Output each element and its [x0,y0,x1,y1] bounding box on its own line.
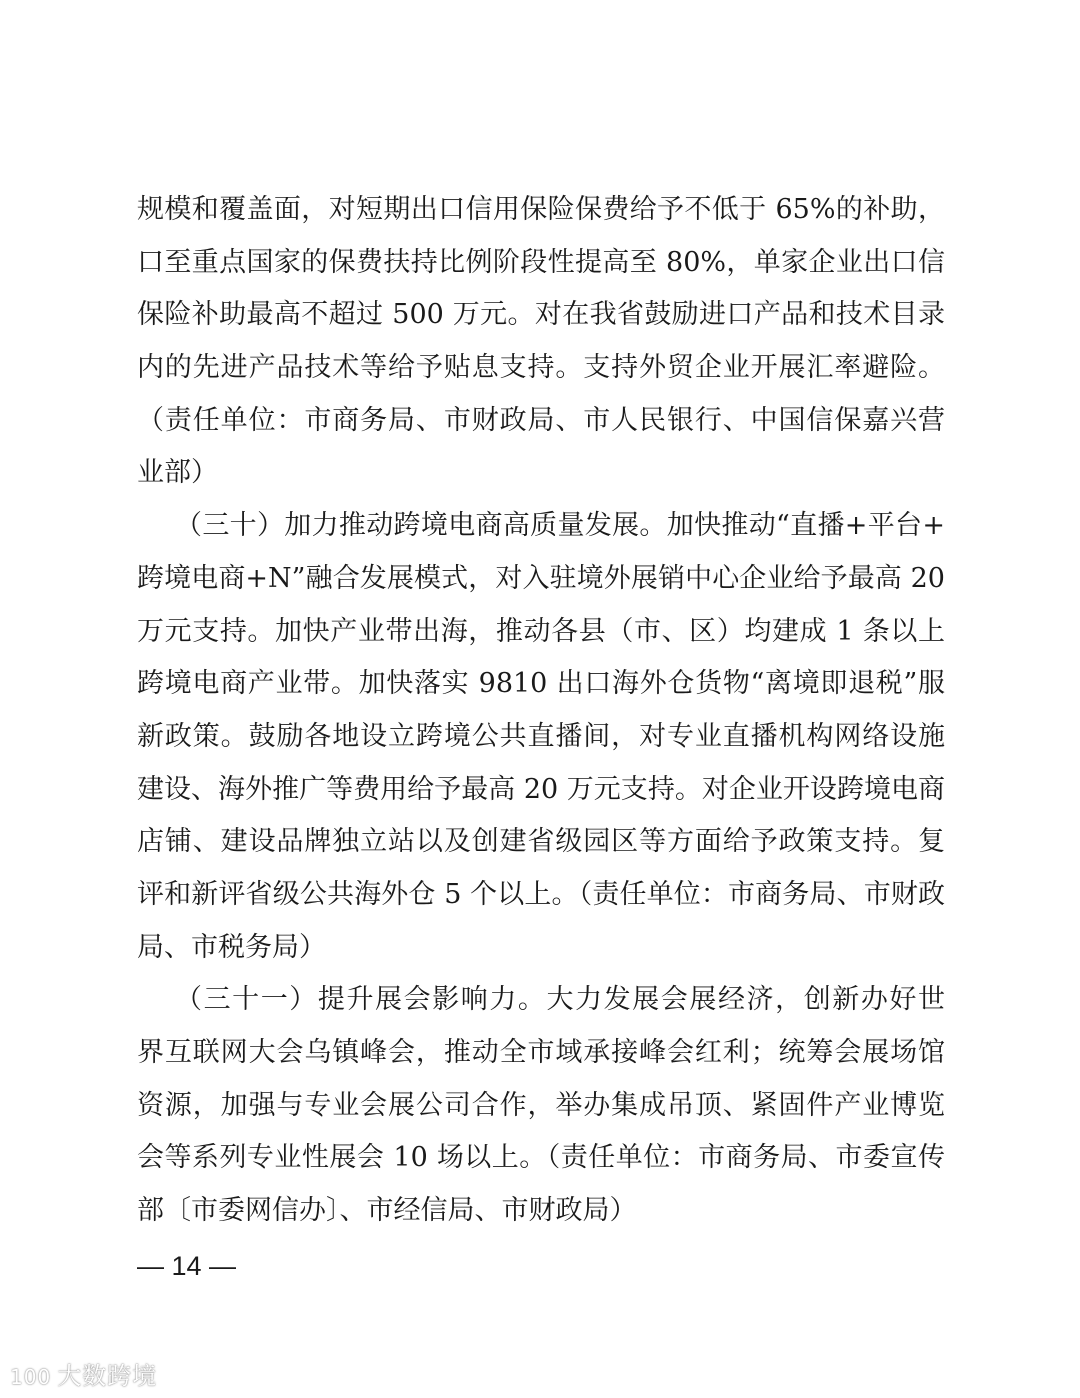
watermark-logo-icon: 100 [10,1365,52,1389]
watermark [10,1356,157,1391]
text-line: 万元支持。加快产业带出海，推动各县（市、区）均建成 1 条以上 [137,615,945,647]
text-line: 业部） [137,457,218,489]
text-line: 店铺、建设品牌独立站以及创建省级园区等方面给予政策支持。复 [137,826,945,858]
text-line: 跨境电商产业带。加快落实 9810 出口海外仓货物“离境即退税”服 [137,668,945,700]
page-number: — 14 — [137,1251,237,1281]
text-line: 会等系列专业性展会 10 场以上。（责任单位：市商务局、市委宣传 [137,1142,945,1174]
watermark-text: 大数跨境 [57,1362,158,1390]
document-body [137,184,945,1238]
text-line: 保险补助最高不超过 500 万元。对在我省鼓励进口产品和技术目录 [137,299,945,331]
text-line: （责任单位：市商务局、市财政局、市人民银行、中国信保嘉兴营 [137,404,945,436]
text-line: 界互联网大会乌镇峰会，推动全市域承接峰会红利；统筹会展场馆 [137,1037,945,1068]
text-line: 内的先进产品技术等给予贴息支持。支持外贸企业开展汇率避险。 [137,352,945,384]
text-line: 局、市税务局） [137,931,326,963]
text-line: （三十一）提升展会影响力。大力发展会展经济，创新办好世 [175,984,945,1016]
text-line: 建设、海外推广等费用给予最高 20 万元支持。对企业开设跨境电商 [137,773,945,805]
text-line: （三十）加力推动跨境电商高质量发展。加快推动“直播+平台+ [175,510,945,542]
text-line: 资源，加强与专业会展公司合作，举办集成吊顶、紧固件产业博览 [137,1089,945,1121]
text-line: 部〔市委网信办〕、市经信局、市财政局） [137,1195,637,1227]
text-line: 跨境电商+N”融合发展模式，对入驻境外展销中心企业给予最高 20 [137,562,945,594]
text-line: 口至重点国家的保费扶持比例阶段性提高至 80%，单家企业出口信 [137,246,945,278]
text-line: 规模和覆盖面，对短期出口信用保险保费给予不低于 65%的补助， [137,194,945,225]
text-line: 评和新评省级公共海外仓 5 个以上。（责任单位：市商务局、市财政 [137,878,945,910]
text-line: 新政策。鼓励各地设立跨境公共直播间，对专业直播机构网络设施 [137,720,945,752]
